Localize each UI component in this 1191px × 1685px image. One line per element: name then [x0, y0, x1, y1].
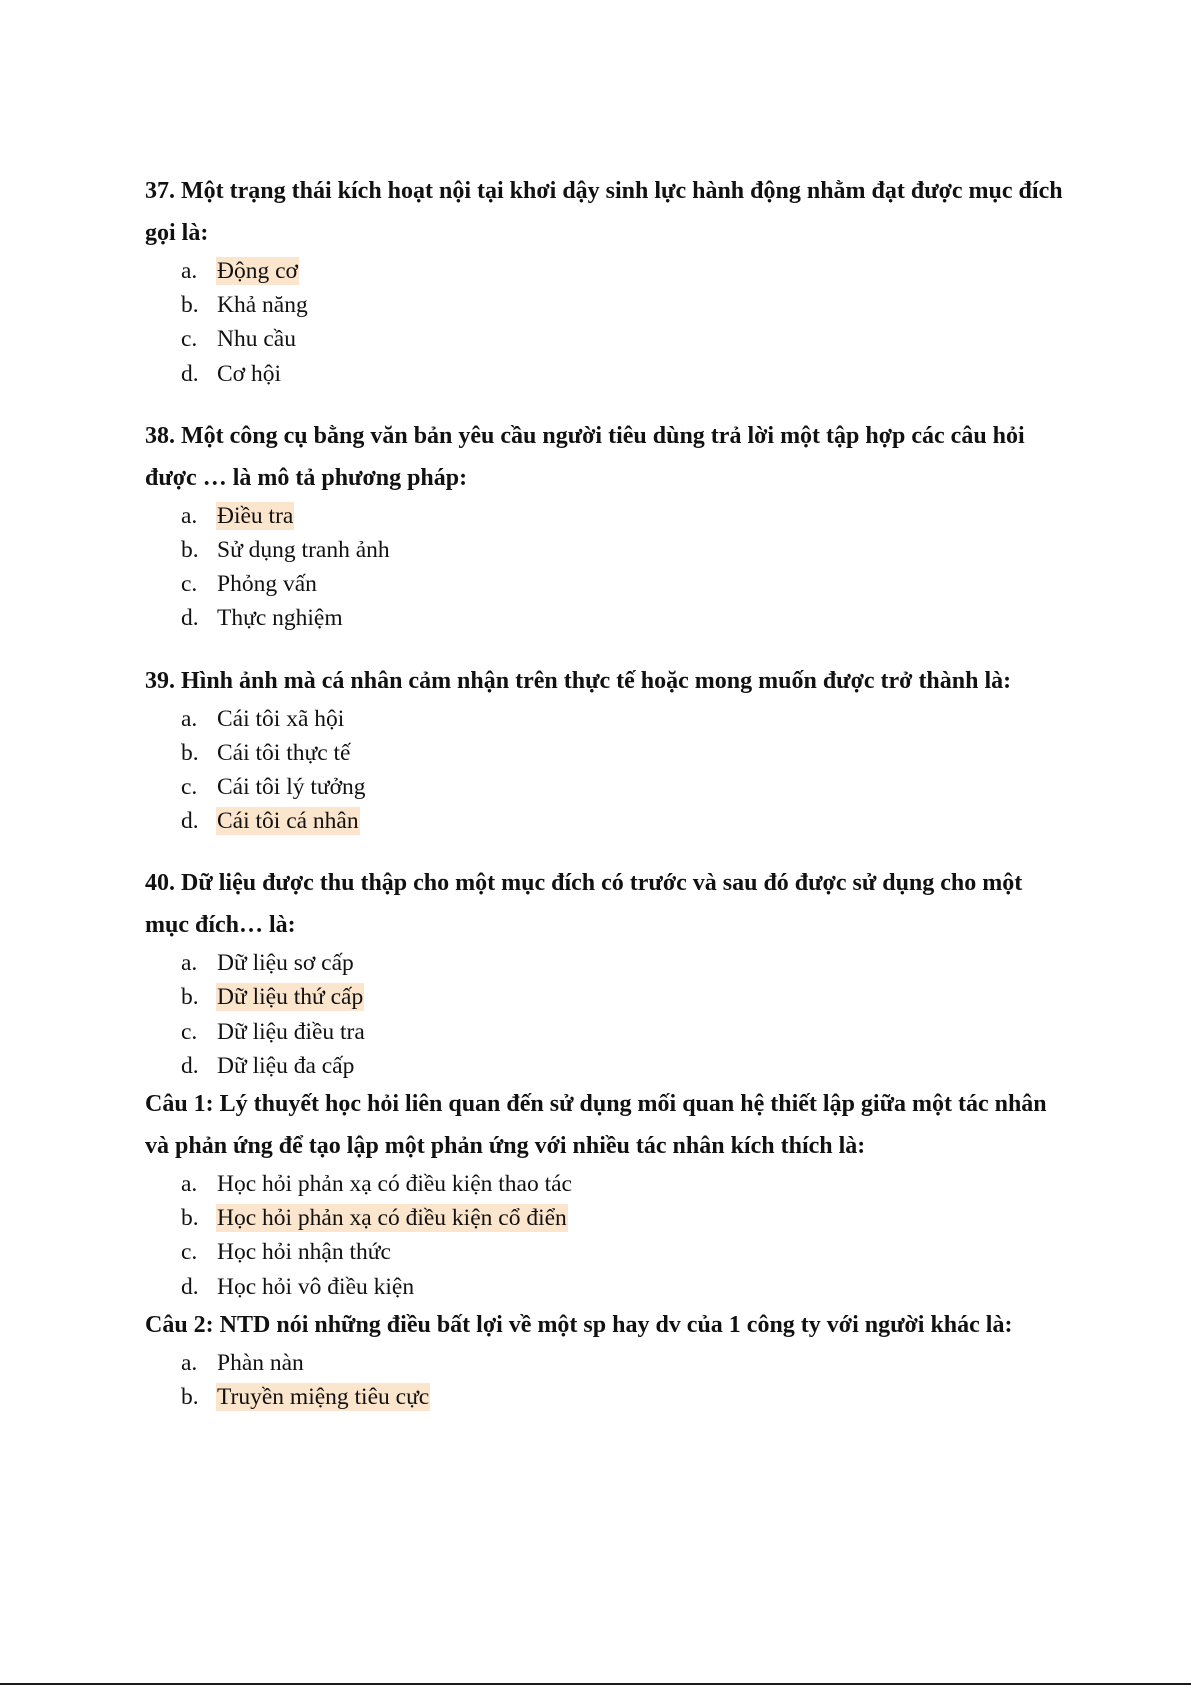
question-40 — [145, 862, 1065, 1083]
answer-option — [145, 288, 1065, 322]
question-title: 39. Hình ảnh mà cá nhân cảm nhận trên thực tế hoặc mong muốn được trở thành là: — [145, 667, 1012, 694]
option-text-highlighted: Truyền miệng tiêu cực — [217, 1383, 430, 1410]
quiz-content — [145, 170, 1065, 1414]
option-text: Khả năng — [217, 292, 308, 319]
option-text: Phàn nàn — [217, 1349, 304, 1376]
answer-option — [145, 567, 1065, 601]
option-text: Phỏng vấn — [217, 571, 317, 598]
option-letter: b. — [181, 1383, 199, 1410]
option-letter: c. — [181, 773, 198, 800]
option-text-highlighted: Động cơ — [217, 258, 298, 284]
answer-option — [145, 1167, 1065, 1201]
answer-option — [145, 1015, 1065, 1049]
option-letter: b. — [181, 536, 199, 563]
option-text: Sử dụng tranh ảnh — [217, 536, 390, 563]
answer-option — [145, 322, 1065, 356]
answer-options — [145, 1346, 1065, 1414]
option-letter: c. — [181, 1239, 198, 1266]
option-letter: a. — [181, 258, 198, 284]
answer-option — [145, 533, 1065, 567]
option-letter: c. — [181, 571, 198, 598]
option-text: Nhu cầu — [217, 326, 296, 353]
option-text-highlighted: Dữ liệu thứ cấp — [217, 984, 364, 1011]
option-text: Học hỏi vô điều kiện — [217, 1273, 415, 1300]
question-37 — [145, 170, 1065, 391]
option-letter: d. — [181, 808, 199, 835]
option-letter: b. — [181, 292, 199, 319]
option-letter: b. — [181, 1205, 199, 1232]
answer-option — [145, 736, 1065, 770]
option-text: Thực nghiệm — [217, 605, 343, 632]
question-title: Câu 2: NTD nói những điều bất lợi về một sp hay dv của 1 công ty với người khác là: — [145, 1311, 1013, 1338]
option-letter: a. — [181, 705, 198, 732]
answer-option — [145, 1201, 1065, 1235]
option-text: Cái tôi xã hội — [217, 705, 345, 732]
option-letter: b. — [181, 739, 199, 766]
question-title: 38. Một công cụ bằng văn bản yêu cầu người tiêu dùng trả lời một tập hợp các câu hỏi được … là mô tả phương pháp: — [145, 422, 1025, 491]
option-text-highlighted: Học hỏi phản xạ có điều kiện cổ điển — [217, 1205, 567, 1232]
answer-options — [145, 946, 1065, 1083]
option-text: Cơ hội — [217, 360, 282, 387]
option-letter: c. — [181, 1018, 198, 1045]
answer-option — [145, 1380, 1065, 1414]
option-text: Cái tôi lý tưởng — [217, 773, 366, 800]
option-letter: d. — [181, 360, 199, 387]
answer-option — [145, 601, 1065, 635]
option-text: Học hỏi phản xạ có điều kiện thao tác — [217, 1171, 572, 1197]
answer-option — [145, 1235, 1065, 1269]
question-39 — [145, 660, 1065, 839]
answer-option — [145, 1270, 1065, 1304]
answer-options — [145, 702, 1065, 839]
option-text-highlighted: Cái tôi cá nhân — [217, 808, 359, 835]
option-text: Dữ liệu sơ cấp — [217, 950, 354, 977]
option-letter: c. — [181, 326, 198, 353]
answer-option — [145, 980, 1065, 1014]
answer-option — [145, 1346, 1065, 1380]
question-title: 37. Một trạng thái kích hoạt nội tại khơi dậy sinh lực hành động nhằm đạt được mục đích gọi là: — [145, 178, 1063, 246]
option-text-highlighted: Điều tra — [217, 502, 294, 529]
question-title: Câu 1: Lý thuyết học hỏi liên quan đến sử dụng mối quan hệ thiết lập giữa một tác nhân và phản ứng để tạo lập một phản ứng với nhiều tác nhân kích thích là: — [145, 1091, 1047, 1159]
answer-option — [145, 499, 1065, 533]
answer-option — [145, 770, 1065, 804]
option-letter: b. — [181, 984, 199, 1011]
answer-options — [145, 254, 1065, 391]
answer-option — [145, 357, 1065, 391]
option-letter: d. — [181, 1273, 199, 1300]
option-text: Cái tôi thực tế — [217, 739, 351, 766]
question-cau-2 — [145, 1304, 1065, 1414]
question-title: 40. Dữ liệu được thu thập cho một mục đích có trước và sau đó được sử dụng cho một mục đích… là: — [145, 870, 1023, 939]
answer-option — [145, 946, 1065, 980]
option-letter: d. — [181, 1052, 199, 1079]
option-letter: a. — [181, 1171, 198, 1197]
answer-options — [145, 1167, 1065, 1304]
option-letter: a. — [181, 1349, 198, 1376]
answer-option — [145, 1049, 1065, 1083]
option-text: Dữ liệu điều tra — [217, 1018, 365, 1045]
option-letter: a. — [181, 950, 198, 977]
answer-option — [145, 254, 1065, 288]
option-letter: d. — [181, 605, 199, 632]
question-38 — [145, 415, 1065, 636]
option-text: Học hỏi nhận thức — [217, 1239, 391, 1266]
question-cau-1 — [145, 1083, 1065, 1304]
answer-option — [145, 804, 1065, 838]
answer-option — [145, 702, 1065, 736]
option-text: Dữ liệu đa cấp — [217, 1052, 355, 1079]
answer-options — [145, 499, 1065, 636]
option-letter: a. — [181, 502, 198, 529]
